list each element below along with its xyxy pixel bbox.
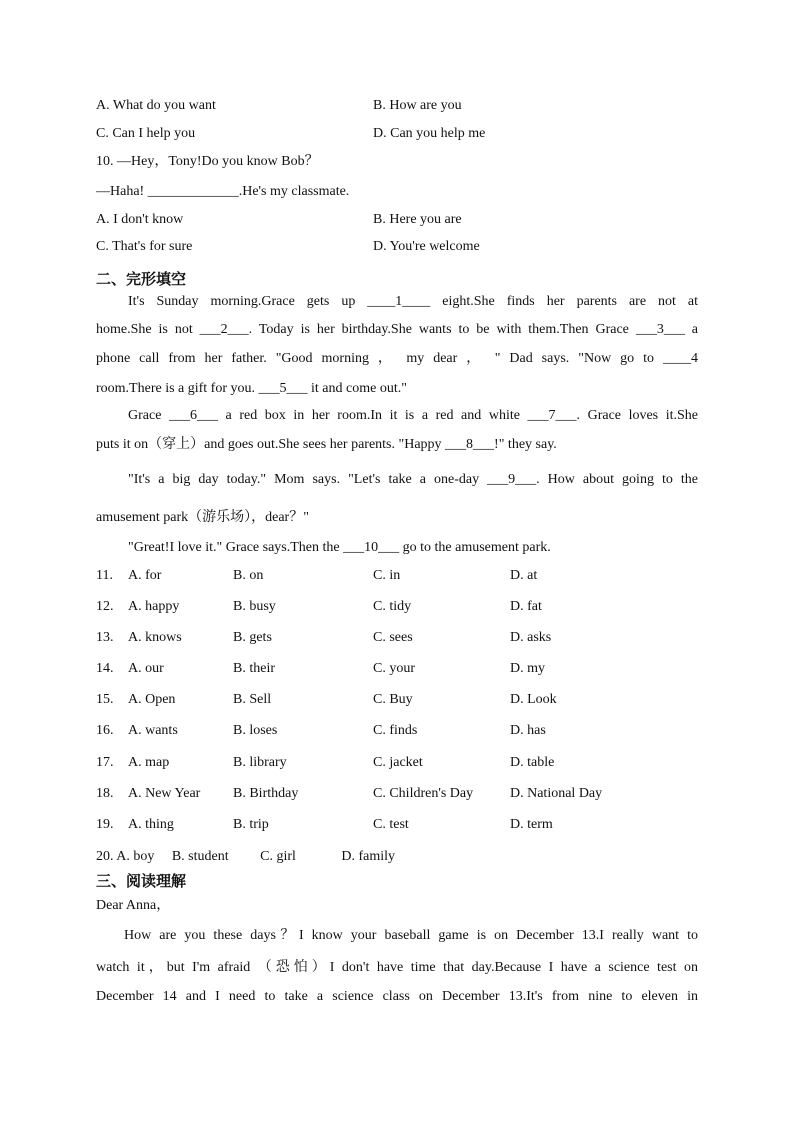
option-a: A. knows [128, 630, 182, 645]
cloze-line-8: amusement park（游乐场），dear？" [96, 510, 309, 525]
option-c: C. Children's Day [373, 786, 474, 801]
option-number: 15. [96, 692, 114, 707]
option-row-20: 20. A. boy B. student C. girl D. family [96, 849, 396, 864]
letter-salutation: Dear Anna， [96, 898, 171, 913]
option-row [96, 723, 698, 741]
option-b: B. Sell [233, 692, 272, 707]
cloze-line-5: Grace ___6___ a red box in her room.In it is a red and white ___7___. Grace loves it.She [128, 408, 698, 423]
option-c: C. Buy [373, 692, 413, 707]
option-row [96, 786, 698, 804]
cloze-line-3: phone call from her father. "Good morning ， my dear ， " Dad says. "Now go to ____4 [96, 351, 698, 366]
reading-line-1: How are you these days？I know your baseball game is on December 13.I really want to [124, 928, 698, 943]
option-c: C. test [373, 817, 409, 832]
option-b: B. busy [233, 599, 276, 614]
option-b: B. loses [233, 723, 278, 738]
option-number: 16. [96, 723, 114, 738]
option-row [96, 817, 698, 835]
option-a: A. Open [128, 692, 176, 707]
cloze-line-7: "It's a big day today." Mom says. "Let's take a one-day ___9___. How about going to the [128, 472, 698, 487]
option-row [96, 692, 698, 710]
q10-question: 10. —Hey，Tony!Do you know Bob？ [96, 154, 319, 169]
q10-option-a: A. I don't know [96, 212, 184, 227]
q10-answer-suffix: .He's my classmate. [238, 184, 350, 199]
option-a: A. wants [128, 723, 178, 738]
q10-answer-prefix: —Haha! [96, 184, 148, 199]
cloze-line-6: puts it on（穿上）and goes out.She sees her parents. "Happy ___8___!" they say. [96, 437, 557, 452]
section3-heading: 三、阅读理解 [96, 872, 187, 890]
option-d: D. National Day [510, 786, 603, 801]
q10-answer-line [96, 183, 349, 201]
option-number: 19. [96, 817, 114, 832]
option-d: D. term [510, 817, 553, 832]
option-d: D. table [510, 755, 555, 770]
option-a: A. New Year [128, 786, 201, 801]
option-c: C. tidy [373, 599, 412, 614]
option-a: A. our [128, 661, 164, 676]
option-b: B. library [233, 755, 287, 770]
option-d: D. Look [510, 692, 557, 707]
option-d: D. at [510, 568, 538, 583]
option-b: B. gets [233, 630, 272, 645]
option-a: A. map [128, 755, 170, 770]
option-row [96, 599, 698, 617]
q9-option-d: D. Can you help me [373, 126, 486, 141]
option-c: C. finds [373, 723, 418, 738]
option-number: 12. [96, 599, 114, 614]
q9-option-c: C. Can I help you [96, 126, 196, 141]
option-number: 18. [96, 786, 114, 801]
option-row [96, 630, 698, 648]
cloze-line-1: It's Sunday morning.Grace gets up ____1____ eight.She finds her parents are not at [128, 294, 698, 309]
option-c: C. sees [373, 630, 413, 645]
reading-line-3: December 14 and I need to take a science class on December 13.It's from nine to eleven in [96, 989, 698, 1004]
q9-option-b: B. How are you [373, 98, 462, 113]
option-d: D. fat [510, 599, 542, 614]
option-a: A. for [128, 568, 162, 583]
option-c: C. in [373, 568, 401, 583]
option-row [96, 568, 698, 586]
option-c: C. your [373, 661, 415, 676]
option-number: 17. [96, 755, 114, 770]
q10-option-b: B. Here you are [373, 212, 462, 227]
option-b: B. trip [233, 817, 269, 832]
section2-heading: 二、完形填空 [96, 270, 187, 288]
option-b: B. on [233, 568, 264, 583]
q10-option-c: C. That's for sure [96, 239, 193, 254]
option-number: 14. [96, 661, 114, 676]
option-a: A. happy [128, 599, 180, 614]
option-d: D. my [510, 661, 545, 676]
option-c: C. jacket [373, 755, 423, 770]
option-number: 13. [96, 630, 114, 645]
option-d: D. asks [510, 630, 552, 645]
option-b: B. their [233, 661, 275, 676]
option-a: A. thing [128, 817, 174, 832]
q9-option-a: A. What do you want [96, 98, 216, 113]
option-row [96, 755, 698, 773]
option-row [96, 661, 698, 679]
cloze-line-2: home.She is not ___2___. Today is her birthday.She wants to be with them.Then Grace ___3___ a [96, 322, 698, 337]
option-number: 11. [96, 568, 113, 583]
option-b: B. Birthday [233, 786, 299, 801]
cloze-line-9: "Great!I love it." Grace says.Then the ___10___ go to the amusement park. [128, 540, 551, 555]
q10-option-d: D. You're welcome [373, 239, 480, 254]
option-d: D. has [510, 723, 546, 738]
q10-answer-blank: _____________ [147, 184, 239, 199]
cloze-line-4: room.There is a gift for you. ___5___ it and come out." [96, 381, 407, 396]
reading-line-2: watch it，but I'm afraid （恐怕）I don't have time that day.Because I have a science test on [96, 960, 698, 975]
